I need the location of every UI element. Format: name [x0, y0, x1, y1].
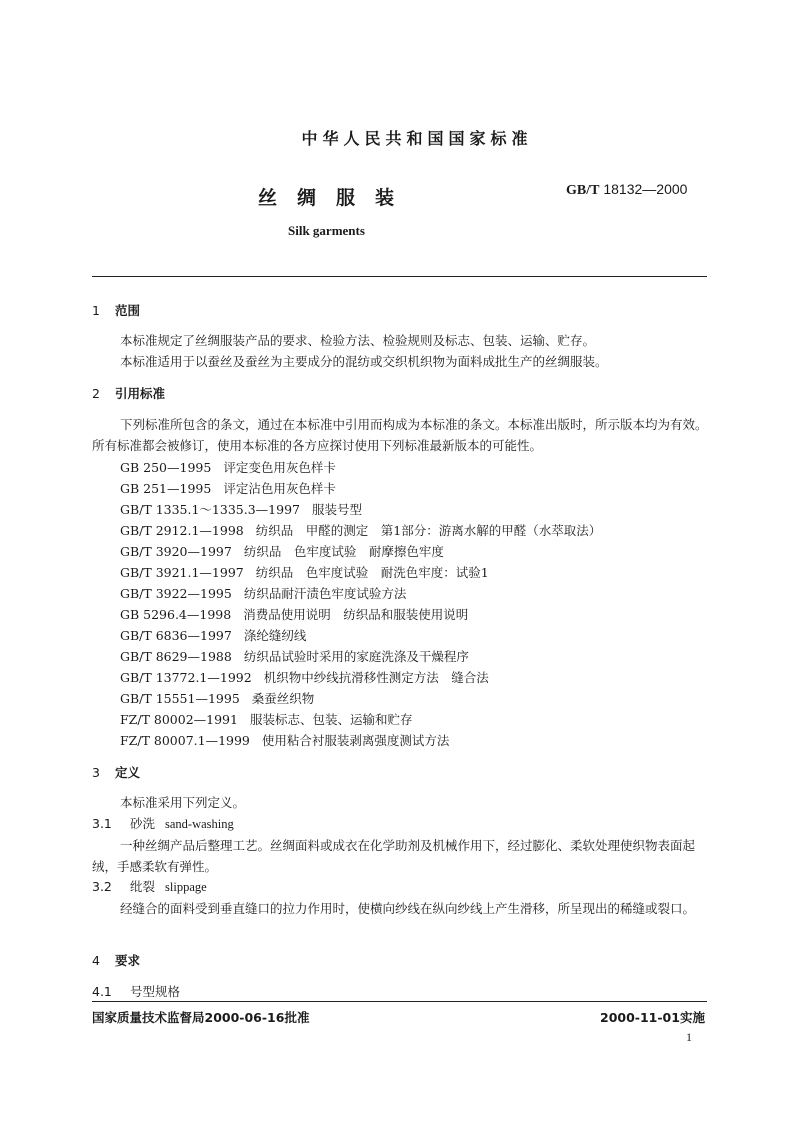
reference-code: GB/T 2912.1—1998 [120, 523, 244, 538]
reference-code: GB 250—1995 [120, 460, 212, 475]
section-number: 3 [92, 765, 100, 780]
section-1-heading [92, 301, 140, 319]
reference-item [120, 542, 444, 560]
reference-item [120, 626, 306, 644]
reference-code: GB/T 13772.1—1992 [120, 670, 252, 685]
reference-code: GB/T 6836—1997 [120, 628, 232, 643]
paragraph: 本标准适用于以蚕丝及蚕丝为主要成分的混纺或交织机织物为面料成批生产的丝绸服装。 [120, 354, 608, 369]
reference-code: GB/T 3921.1—1997 [120, 565, 244, 580]
section-4-heading [92, 951, 140, 969]
reference-title: 涤纶缝纫线 [243, 628, 307, 643]
reference-title: 机织物中纱线抗滑移性测定方法 缝合法 [263, 670, 489, 685]
reference-title: 纺织品耐汗渍色牢度试验方法 [243, 586, 407, 601]
reference-code: FZ/T 80007.1—1999 [120, 733, 250, 748]
standard-number [566, 181, 687, 199]
section-title: 范围 [115, 303, 141, 318]
definition-term-en: sand-washing [165, 817, 234, 831]
reference-item [120, 689, 314, 707]
subclause-title: 号型规格 [130, 984, 181, 999]
definition-term: 纰裂 [130, 879, 156, 894]
reference-item [120, 479, 336, 497]
section-2-heading [92, 384, 165, 402]
definition-text: 一种丝绸产品后整理工艺。丝绸面料或成衣在化学助剂及机械作用下，经过膨化、柔软处理使织物表面起绒，手感柔软有弹性。 [92, 838, 696, 874]
paragraph: 下列标准所包含的条文，通过在本标准中引用而构成为本标准的条文。本标准出版时，所示版本均为有效。所有标准都会被修订，使用本标准的各方应探讨使用下列标准最新版本的可能性。 [92, 417, 708, 453]
clause-number: 3.2 [92, 879, 112, 894]
reference-code: FZ/T 80002—1991 [120, 712, 238, 727]
definition-text: 经缝合的面料受到垂直缝口的拉力作用时，使横向纱线在纵向纱线上产生滑移，所呈现出的稀缝或裂口。 [120, 901, 696, 916]
reference-code: GB/T 8629—1988 [120, 649, 232, 664]
definition-term: 砂洗 [130, 816, 156, 831]
reference-code: GB 5296.4—1998 [120, 607, 232, 622]
reference-code: GB/T 3922—1995 [120, 586, 232, 601]
reference-item [120, 563, 489, 581]
reference-item [120, 521, 601, 539]
subclause-heading [92, 982, 180, 1000]
reference-title: 评定变色用灰色样卡 [223, 460, 336, 475]
clause-number: 4.1 [92, 984, 112, 999]
reference-title: 使用粘合衬服装剥离强度测试方法 [261, 733, 450, 748]
clause-number: 3.1 [92, 816, 112, 831]
reference-title: 纺织品 甲醛的测定 第1部分：游离水解的甲醛（水萃取法） [255, 523, 602, 538]
header-rule [92, 276, 707, 277]
reference-code: GB 251—1995 [120, 481, 212, 496]
reference-item [120, 668, 489, 686]
reference-title: 评定沾色用灰色样卡 [223, 481, 336, 496]
page-number: 1 [686, 1030, 692, 1044]
standard-prefix: GB/T [566, 183, 600, 198]
definition-heading [92, 814, 234, 832]
section-title: 引用标准 [115, 386, 166, 401]
reference-title: 纺织品 色牢度试验 耐洗色牢度：试验1 [255, 565, 489, 580]
section-number: 1 [92, 303, 100, 318]
paragraph: 本标准规定了丝绸服装产品的要求、检验方法、检验规则及标志、包装、运输、贮存。 [120, 333, 596, 348]
reference-item [120, 731, 449, 749]
reference-item [120, 605, 468, 623]
reference-item [120, 647, 469, 665]
reference-item [120, 500, 362, 518]
section-3-heading [92, 763, 140, 781]
approval-date: 国家质量技术监督局2000-06-16批准 [92, 1010, 310, 1025]
definition-heading [92, 877, 207, 895]
reference-title: 桑蚕丝织物 [251, 691, 315, 706]
standard-code: 18132—2000 [603, 181, 688, 197]
reference-item [120, 458, 336, 476]
reference-item [120, 710, 412, 728]
effective-date: 2000-11-01实施 [600, 1010, 705, 1025]
section-title: 定义 [115, 765, 141, 780]
reference-code: GB/T 3920—1997 [120, 544, 232, 559]
reference-title: 服装标志、包装、运输和贮存 [249, 712, 413, 727]
reference-code: GB/T 1335.1～1335.3—1997 [120, 502, 300, 517]
section-title: 要求 [115, 953, 141, 968]
section-number: 2 [92, 386, 100, 401]
reference-title: 纺织品 色牢度试验 耐摩擦色牢度 [243, 544, 444, 559]
paragraph: 本标准采用下列定义。 [120, 795, 246, 810]
reference-title: 服装号型 [311, 502, 362, 517]
reference-item [120, 584, 406, 602]
section-number: 4 [92, 953, 100, 968]
definition-term-en: slippage [165, 880, 207, 894]
document-title-zh: 丝绸服装 [258, 187, 415, 209]
document-title-en: Silk garments [288, 223, 365, 238]
reference-title: 消费品使用说明 纺织品和服装使用说明 [243, 607, 469, 622]
reference-title: 纺织品试验时采用的家庭洗涤及干燥程序 [243, 649, 469, 664]
issuing-org: 中华人民共和国国家标准 [301, 129, 533, 148]
footer-rule [92, 1001, 707, 1002]
reference-code: GB/T 15551—1995 [120, 691, 240, 706]
